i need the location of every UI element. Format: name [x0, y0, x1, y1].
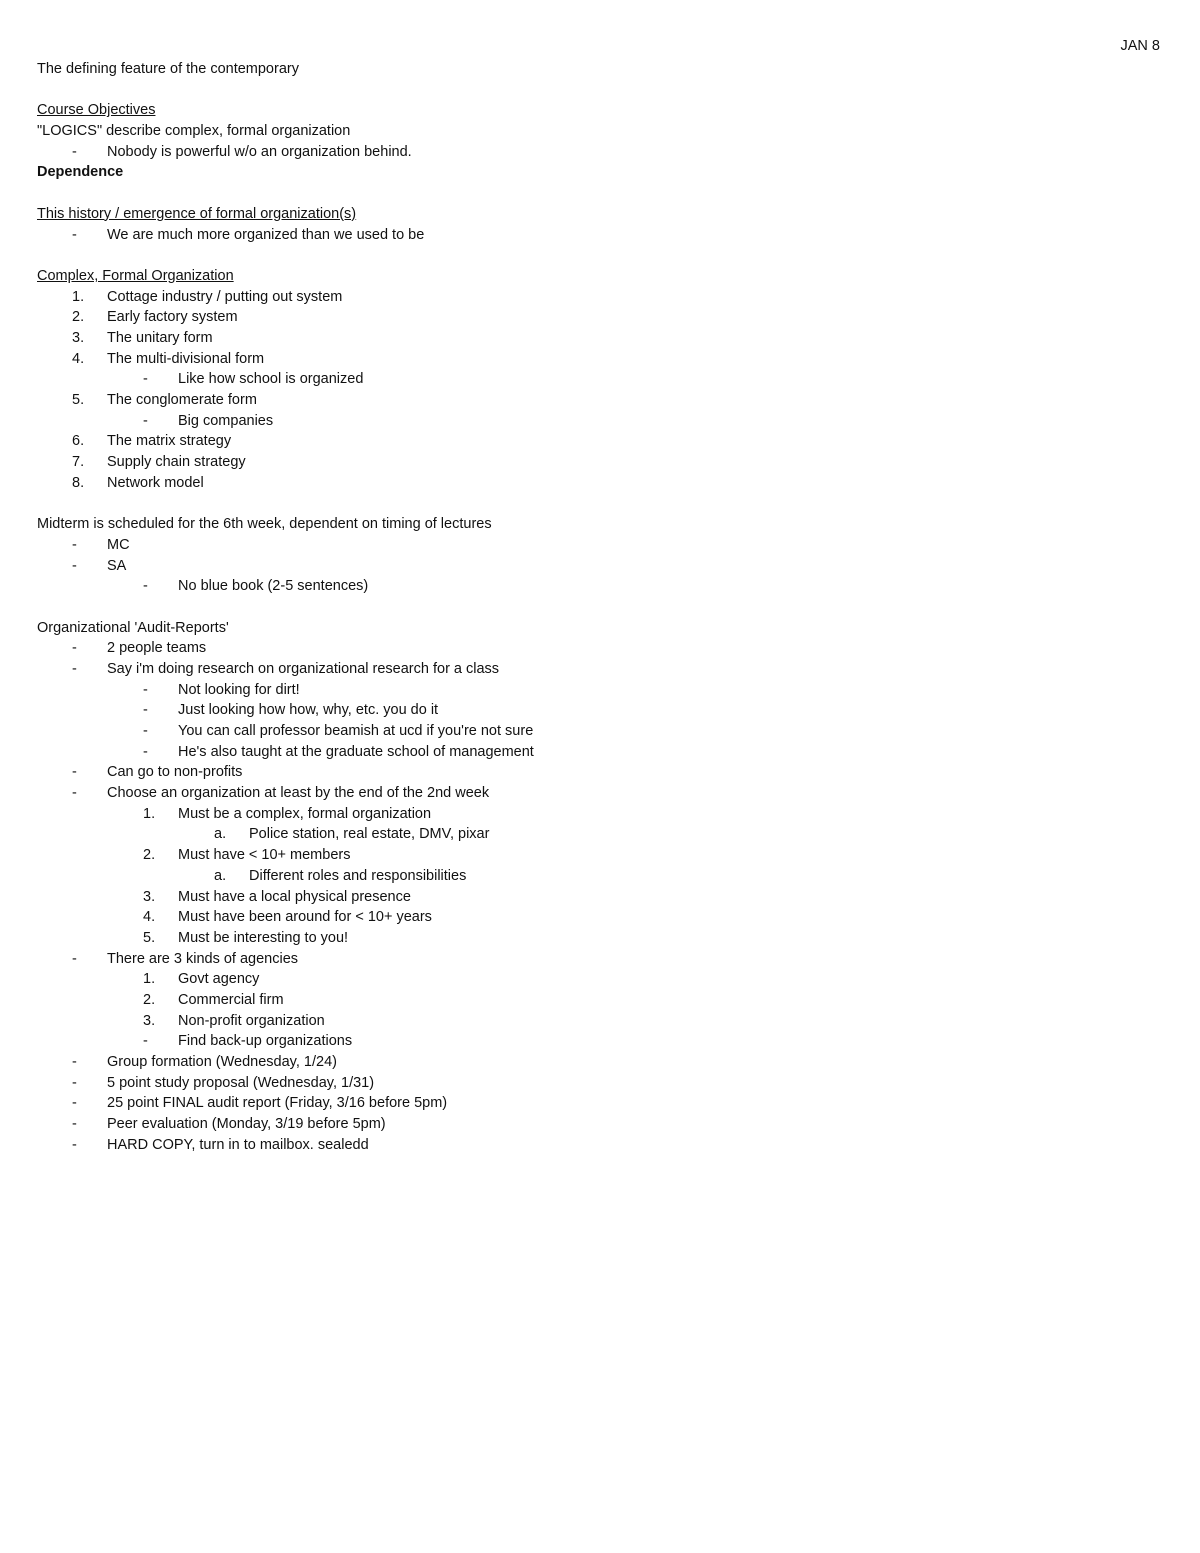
bullet-dash: -	[72, 950, 77, 967]
note-line	[37, 452, 1160, 473]
note-text: The matrix strategy	[107, 433, 232, 450]
section-heading: Complex, Formal Organization	[37, 267, 234, 284]
note-text: 5 point study proposal (Wednesday, 1/31)	[107, 1074, 375, 1091]
note-line	[37, 1031, 1160, 1052]
note-line	[37, 162, 1160, 183]
bullet-dash: -	[143, 412, 148, 429]
note-line	[37, 1052, 1160, 1073]
note-text: The unitary form	[107, 329, 213, 346]
note-line	[37, 556, 1160, 577]
note-line	[37, 804, 1160, 825]
note-line	[37, 618, 1160, 639]
note-text: Must be a complex, formal organization	[178, 805, 432, 822]
list-number: 4.	[143, 909, 156, 926]
note-line	[37, 1093, 1160, 1114]
note-line	[37, 576, 1160, 597]
note-line	[37, 204, 1160, 225]
list-number: a.	[214, 826, 227, 843]
note-text: The conglomerate form	[107, 392, 257, 408]
note-line	[37, 100, 1160, 121]
note-line	[37, 742, 1160, 763]
note-line	[37, 349, 1160, 370]
note-line	[37, 369, 1160, 390]
list-number: 2.	[143, 847, 156, 864]
note-line	[37, 142, 1160, 163]
note-line	[37, 307, 1160, 328]
note-line	[37, 638, 1160, 659]
note-line	[37, 225, 1160, 246]
bullet-dash: -	[143, 723, 148, 739]
note-line	[37, 990, 1160, 1011]
note-line	[37, 1011, 1160, 1032]
bullet-dash: -	[72, 226, 77, 243]
bullet-dash: -	[72, 764, 77, 781]
bullet-dash: -	[143, 578, 148, 595]
note-text: Nobody is powerful w/o an organization behind.	[107, 143, 412, 160]
note-line	[37, 783, 1160, 804]
note-line	[37, 969, 1160, 990]
note-text: Big companies	[178, 412, 274, 429]
note-text: HARD COPY, turn in to mailbox. sealedd	[107, 1136, 369, 1153]
note-line	[37, 473, 1160, 494]
note-text: Different roles and responsibilities	[249, 867, 467, 884]
note-text: Say i'm doing research on organizational research for a class	[107, 660, 500, 677]
list-number: 7.	[72, 454, 85, 471]
note-text: We are much more organized than we used to be	[107, 226, 425, 243]
list-number: 4.	[72, 350, 85, 367]
note-text: MC	[107, 536, 130, 553]
note-line	[37, 1135, 1160, 1156]
note-line	[37, 659, 1160, 680]
note-text: No blue book (2-5 sentences)	[178, 578, 369, 595]
list-number: 1.	[143, 805, 156, 822]
list-number: 5.	[72, 392, 85, 408]
note-text: Organizational 'Audit-Reports'	[37, 619, 229, 636]
note-line	[37, 328, 1160, 349]
note-text: Police station, real estate, DMV, pixar	[249, 826, 490, 843]
bullet-dash: -	[72, 1074, 77, 1091]
blank-line	[37, 183, 1160, 204]
bold-term: Dependence	[37, 164, 124, 181]
list-number: 1.	[143, 971, 156, 988]
section-heading: This history / emergence of formal organization(s)	[37, 205, 357, 222]
list-number: 5.	[143, 929, 156, 946]
note-text: Midterm is scheduled for the 6th week, dependent on timing of lectures	[37, 516, 492, 533]
notes-body	[37, 59, 1160, 1155]
note-text: Early factory system	[107, 309, 238, 326]
list-number: 3.	[143, 888, 156, 905]
blank-line	[37, 493, 1160, 514]
note-line	[37, 431, 1160, 452]
note-text: Network model	[107, 474, 204, 491]
note-text: Group formation (Wednesday, 1/24)	[107, 1054, 337, 1070]
note-line	[37, 411, 1160, 432]
note-line	[37, 1114, 1160, 1135]
note-line	[37, 845, 1160, 866]
bullet-dash: -	[143, 702, 148, 719]
bullet-dash: -	[72, 1054, 77, 1070]
bullet-dash: -	[143, 1033, 148, 1050]
note-line	[37, 762, 1160, 783]
note-text: "LOGICS" describe complex, formal organization	[37, 123, 351, 140]
list-number: 2.	[143, 991, 156, 1008]
blank-line	[37, 597, 1160, 618]
note-text: Must have a local physical presence	[178, 888, 411, 905]
note-line	[37, 887, 1160, 908]
note-line	[37, 928, 1160, 949]
list-number: 8.	[72, 474, 85, 491]
list-number: a.	[214, 867, 227, 884]
bullet-dash: -	[143, 681, 148, 698]
note-text: There are 3 kinds of agencies	[107, 950, 299, 967]
note-text: Must have < 10+ members	[178, 847, 351, 864]
bullet-dash: -	[143, 371, 148, 388]
note-line	[37, 514, 1160, 535]
bullet-dash: -	[72, 1095, 77, 1112]
note-text: Peer evaluation (Monday, 3/19 before 5pm)	[107, 1116, 386, 1133]
blank-line	[37, 80, 1160, 101]
bullet-dash: -	[72, 660, 77, 677]
note-line	[37, 390, 1160, 411]
list-number: 6.	[72, 433, 85, 450]
bullet-dash: -	[72, 1136, 77, 1153]
bullet-dash: -	[143, 743, 148, 760]
note-text: Find back-up organizations	[178, 1033, 353, 1050]
bullet-dash: -	[72, 143, 77, 160]
note-line	[37, 1073, 1160, 1094]
note-line	[37, 721, 1160, 742]
note-text: He's also taught at the graduate school of management	[178, 743, 534, 760]
note-text: Cottage industry / putting out system	[107, 288, 343, 305]
blank-line	[37, 245, 1160, 266]
note-text: You can call professor beamish at ucd if you're not sure	[178, 723, 534, 739]
note-text: Not looking for dirt!	[178, 681, 300, 698]
note-text: Choose an organization at least by the end of the 2nd week	[107, 785, 490, 802]
bullet-dash: -	[72, 557, 77, 574]
note-text: 2 people teams	[107, 640, 207, 657]
bullet-dash: -	[72, 1116, 77, 1133]
note-line	[37, 266, 1160, 287]
note-line	[37, 949, 1160, 970]
document-date: JAN 8	[1120, 38, 1160, 54]
note-text: Must have been around for < 10+ years	[178, 909, 432, 926]
note-text: SA	[107, 557, 127, 574]
list-number: 1.	[72, 288, 85, 305]
note-text: Must be interesting to you!	[178, 929, 349, 946]
note-line	[37, 535, 1160, 556]
note-text: Supply chain strategy	[107, 454, 246, 471]
bullet-dash: -	[72, 640, 77, 657]
note-text: Non-profit organization	[178, 1012, 325, 1029]
section-heading: Course Objectives	[37, 102, 156, 119]
note-text: Commercial firm	[178, 991, 284, 1008]
list-number: 3.	[143, 1012, 156, 1029]
note-text: Like how school is organized	[178, 371, 364, 388]
note-text: Govt agency	[178, 971, 260, 988]
note-line	[37, 680, 1160, 701]
note-line	[37, 121, 1160, 142]
bullet-dash: -	[72, 785, 77, 802]
note-text: 25 point FINAL audit report (Friday, 3/16 before 5pm)	[107, 1095, 448, 1112]
note-line	[37, 700, 1160, 721]
bullet-dash: -	[72, 536, 77, 553]
note-line	[37, 59, 1160, 80]
list-number: 3.	[72, 329, 85, 346]
note-text: Just looking how how, why, etc. you do it	[178, 702, 439, 719]
note-text: The defining feature of the contemporary	[37, 61, 299, 77]
note-line	[37, 824, 1160, 845]
note-line	[37, 866, 1160, 887]
list-number: 2.	[72, 309, 85, 326]
note-line	[37, 287, 1160, 308]
note-text: The multi-divisional form	[107, 350, 265, 367]
note-line	[37, 907, 1160, 928]
note-text: Can go to non-profits	[107, 764, 243, 781]
